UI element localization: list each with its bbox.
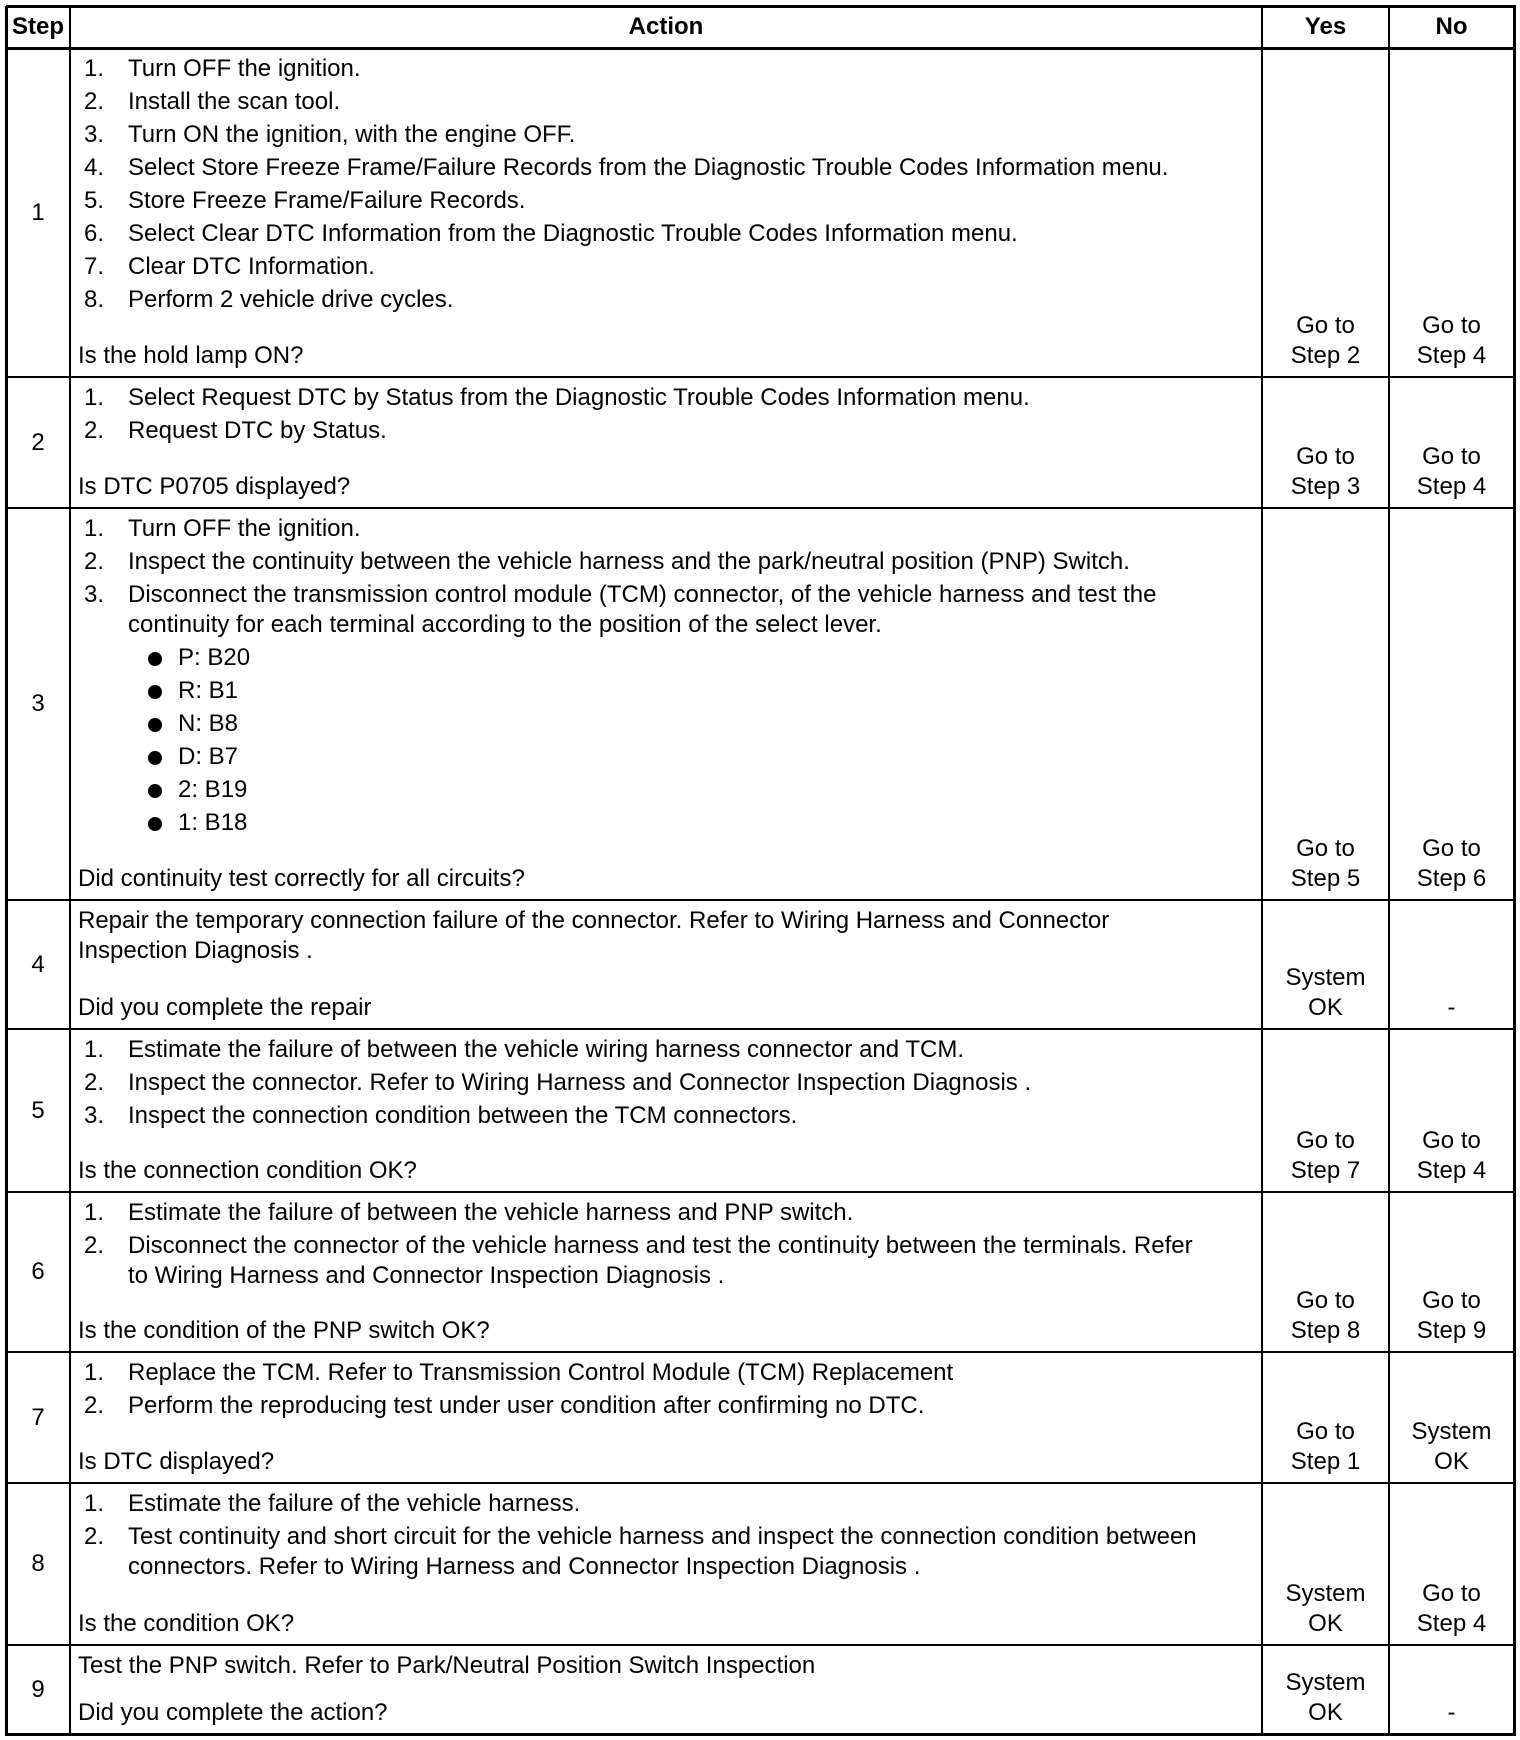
list-number: 5. — [84, 187, 105, 214]
list-number: 1. — [84, 515, 105, 542]
bullet-item: N: B8 — [178, 710, 239, 737]
question-text: Did you complete the action? — [78, 1699, 388, 1726]
no-outcome: System — [1411, 1418, 1492, 1445]
list-item: Perform 2 vehicle drive cycles. — [128, 286, 454, 313]
yes-outcome: Go to — [1296, 312, 1355, 339]
step-number: 9 — [31, 1675, 45, 1703]
list-item: Store Freeze Frame/Failure Records. — [128, 187, 526, 214]
yes-outcome: System — [1285, 1580, 1366, 1607]
question-text: Is DTC P0705 displayed? — [78, 473, 351, 500]
bullet-item: D: B7 — [178, 743, 239, 770]
list-item: Clear DTC Information. — [128, 253, 375, 280]
list-item: Disconnect the transmission control module (TCM) connector, of the vehicle harness and test the — [128, 581, 1157, 608]
row-divider — [6, 5, 1516, 8]
list-number: 8. — [84, 286, 105, 313]
step-number: 5 — [31, 1096, 45, 1124]
list-item: continuity for each terminal according to the position of the select lever. — [128, 611, 882, 638]
step-number: 8 — [31, 1550, 45, 1577]
row-divider — [6, 1482, 1516, 1484]
row-divider — [6, 1733, 1516, 1736]
bullet-item: R: B1 — [178, 677, 239, 704]
question-text: Is the hold lamp ON? — [78, 342, 304, 369]
list-number: 2. — [84, 88, 105, 115]
no-outcome: Go to — [1422, 443, 1481, 470]
yes-outcome: Go to — [1296, 1418, 1355, 1445]
list-number: 7. — [84, 253, 105, 280]
bullet-icon — [148, 718, 162, 732]
yes-outcome: Step 7 — [1290, 1157, 1361, 1184]
list-item: Turn OFF the ignition. — [128, 515, 361, 542]
list-number: 2. — [84, 1232, 105, 1259]
list-number: 1. — [84, 1359, 105, 1386]
bullet-icon — [148, 751, 162, 765]
yes-outcome: Step 3 — [1290, 473, 1361, 500]
yes-outcome: Step 1 — [1290, 1448, 1361, 1475]
action-text: Repair the temporary connection failure of the connector. Refer to Wiring Harness and Connector — [78, 907, 1110, 934]
question-text: Did continuity test correctly for all circuits? — [78, 865, 525, 892]
list-item: Estimate the failure of between the vehicle wiring harness connector and TCM. — [128, 1036, 964, 1063]
bullet-item: 2: B19 — [178, 776, 248, 803]
list-item: Select Clear DTC Information from the Diagnostic Trouble Codes Information menu. — [128, 220, 1018, 247]
no-outcome: Step 4 — [1416, 473, 1487, 500]
yes-outcome: OK — [1308, 994, 1343, 1021]
bullet-icon — [148, 652, 162, 666]
list-item: Replace the TCM. Refer to Transmission Control Module (TCM) Replacement — [128, 1359, 954, 1386]
no-outcome: Step 4 — [1416, 342, 1487, 369]
bullet-item: 1: B18 — [178, 809, 248, 836]
row-divider — [6, 1644, 1516, 1646]
yes-outcome: Step 5 — [1290, 865, 1361, 892]
list-number: 2. — [84, 417, 105, 444]
row-divider — [6, 1028, 1516, 1030]
list-number: 6. — [84, 220, 105, 247]
no-outcome: Step 9 — [1416, 1317, 1487, 1344]
yes-outcome: Step 2 — [1290, 342, 1361, 369]
header-no: No — [1435, 13, 1468, 40]
list-number: 1. — [84, 384, 105, 411]
column-divider — [69, 6, 71, 1736]
yes-outcome: Go to — [1296, 443, 1355, 470]
bullet-icon — [148, 784, 162, 798]
row-divider — [6, 376, 1516, 378]
row-divider — [6, 1191, 1516, 1193]
list-item: Select Store Freeze Frame/Failure Records from the Diagnostic Trouble Codes Information menu. — [128, 154, 1169, 181]
list-number: 1. — [84, 1490, 105, 1517]
row-divider — [6, 507, 1516, 509]
step-number: 1 — [31, 198, 45, 226]
list-item: connectors. Refer to Wiring Harness and Connector Inspection Diagnosis . — [128, 1553, 921, 1580]
row-divider — [6, 899, 1516, 901]
row-divider — [6, 1351, 1516, 1353]
list-number: 2. — [84, 1523, 105, 1550]
no-outcome: - — [1447, 994, 1456, 1021]
header-yes: Yes — [1304, 13, 1347, 40]
list-item: Inspect the connection condition between the TCM connectors. — [128, 1102, 798, 1129]
yes-outcome: Step 8 — [1290, 1317, 1361, 1344]
bullet-icon — [148, 817, 162, 831]
action-text: Inspection Diagnosis . — [78, 937, 313, 964]
yes-outcome: OK — [1308, 1699, 1343, 1726]
yes-outcome: OK — [1308, 1610, 1343, 1637]
yes-outcome: Go to — [1296, 1127, 1355, 1154]
question-text: Is DTC displayed? — [78, 1448, 275, 1475]
step-number: 3 — [31, 690, 45, 717]
bullet-item: P: B20 — [178, 644, 251, 671]
yes-outcome: System — [1285, 964, 1366, 991]
no-outcome: OK — [1434, 1448, 1469, 1475]
question-text: Did you complete the repair — [78, 994, 372, 1021]
step-number: 4 — [31, 950, 45, 978]
question-text: Is the connection condition OK? — [78, 1157, 417, 1184]
list-item: Select Request DTC by Status from the Diagnostic Trouble Codes Information menu. — [128, 384, 1030, 411]
no-outcome: Go to — [1422, 1580, 1481, 1607]
header-step: Step — [11, 13, 64, 40]
list-item: Inspect the connector. Refer to Wiring Harness and Connector Inspection Diagnosis . — [128, 1069, 1032, 1096]
list-item: Inspect the continuity between the vehicle harness and the park/neutral position (PNP) Switch. — [128, 548, 1130, 575]
no-outcome: Go to — [1422, 1287, 1481, 1314]
step-number: 7 — [31, 1403, 45, 1431]
list-number: 3. — [84, 581, 105, 608]
no-outcome: Go to — [1422, 1127, 1481, 1154]
no-outcome: Step 4 — [1416, 1157, 1487, 1184]
list-item: Estimate the failure of the vehicle harness. — [128, 1490, 581, 1517]
list-item: Turn ON the ignition, with the engine OFF. — [128, 121, 576, 148]
bullet-icon — [148, 685, 162, 699]
question-text: Is the condition of the PNP switch OK? — [78, 1317, 490, 1344]
no-outcome: Go to — [1422, 312, 1481, 339]
list-item: Disconnect the connector of the vehicle harness and test the continuity between the terminals. Refer — [128, 1232, 1193, 1259]
list-number: 4. — [84, 154, 105, 181]
question-text: Is the condition OK? — [78, 1610, 295, 1637]
list-item: Request DTC by Status. — [128, 417, 387, 444]
column-divider — [5, 6, 8, 1736]
list-item: Perform the reproducing test under user condition after confirming no DTC. — [128, 1392, 925, 1419]
no-outcome: Step 4 — [1416, 1610, 1487, 1637]
list-item: Estimate the failure of between the vehicle harness and PNP switch. — [128, 1199, 854, 1226]
no-outcome: Step 6 — [1416, 865, 1487, 892]
list-item: Turn OFF the ignition. — [128, 55, 361, 82]
list-number: 1. — [84, 1036, 105, 1063]
step-number: 6 — [31, 1258, 45, 1285]
no-outcome: Go to — [1422, 835, 1481, 862]
no-outcome: - — [1447, 1699, 1456, 1726]
list-number: 2. — [84, 1069, 105, 1096]
list-number: 2. — [84, 1392, 105, 1419]
list-number: 3. — [84, 121, 105, 148]
list-number: 1. — [84, 55, 105, 82]
yes-outcome: Go to — [1296, 835, 1355, 862]
step-number: 2 — [31, 428, 45, 456]
list-item: to Wiring Harness and Connector Inspection Diagnosis . — [128, 1262, 725, 1289]
list-item: Test continuity and short circuit for the vehicle harness and inspect the connection condition between — [128, 1523, 1197, 1550]
list-number: 3. — [84, 1102, 105, 1129]
action-text: Test the PNP switch. Refer to Park/Neutral Position Switch Inspection — [78, 1652, 816, 1679]
header-action: Action — [628, 13, 704, 40]
list-number: 1. — [84, 1199, 105, 1226]
yes-outcome: System — [1285, 1669, 1366, 1696]
yes-outcome: Go to — [1296, 1287, 1355, 1314]
row-divider — [6, 47, 1516, 50]
list-item: Install the scan tool. — [128, 88, 341, 115]
list-number: 2. — [84, 548, 105, 575]
